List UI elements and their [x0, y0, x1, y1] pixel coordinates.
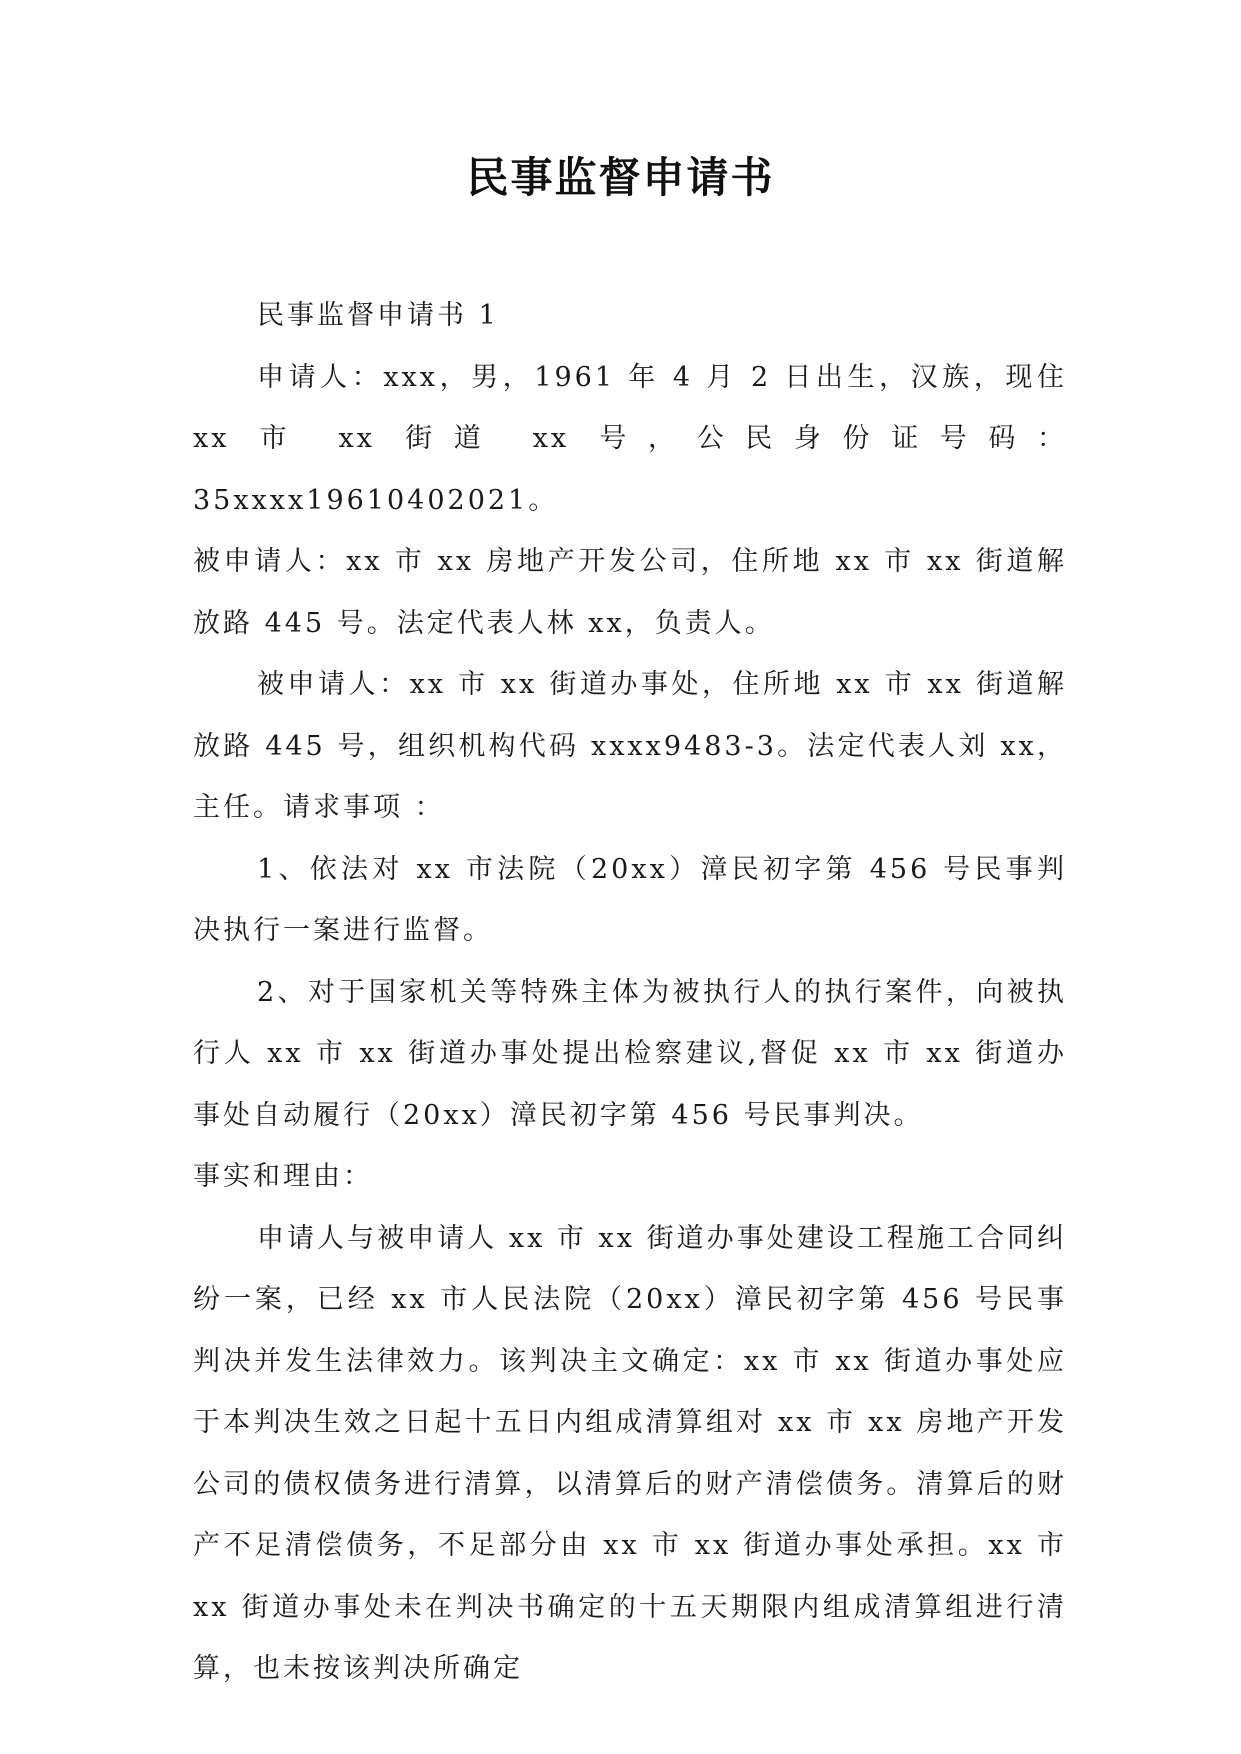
document-body	[193, 285, 1067, 1700]
paragraph-request-2: 2、对于国家机关等特殊主体为被执行人的执行案件，向被执行人 xx 市 xx 街道办事处提出检察建议,督促 xx 市 xx 街道办事处自动履行（20xx）漳民初字第 456 号民事判决。	[193, 976, 1067, 1131]
section-heading: 民事监督申请书 1	[257, 300, 499, 331]
paragraph-respondent-company: 被申请人：xx 市 xx 房地产开发公司，住所地 xx 市 xx 街道解放路 445 号。法定代表人林 xx，负责人。	[193, 546, 1067, 639]
document-title: 民事监督申请书	[466, 153, 775, 202]
paragraph-respondent-office: 被申请人：xx 市 xx 街道办事处，住所地 xx 市 xx 街道解放路 445 号，组织机构代码 xxxx9483-3。法定代表人刘 xx，主任。请求事项 ：	[193, 669, 1067, 823]
paragraph-facts-heading: 事实和理由：	[193, 1161, 373, 1192]
paragraph-request-1: 1、依法对 xx 市法院（20xx）漳民初字第 456 号民事判决执行一案进行监督。	[193, 853, 1067, 946]
paragraph-facts: 申请人与被申请人 xx 市 xx 街道办事处建设工程施工合同纠纷一案，已经 xx 市人民法院（20xx）漳民初字第 456 号民事判决并发生法律效力。该判决主文确定：xx 市 xx 街道办事处应于本判决生效之日起十五日内组成清算组对 xx 市 xx 房地产开发公司的债权债务进行清算，以清算后的财产清偿债务。清算后的财产不足清偿债务，不足部分由 xx 市 xx 街道办事处承担。xx 市 xx 街道办事处未在判决书确定的十五天期限内组成清算组进行清算，也未按该判决所确定	[193, 1222, 1067, 1684]
paragraph-applicant: 申请人：xxx，男，1961 年 4 月 2 日出生，汉族，现住 xx 市 xx 街道 xx 号，公民身份证号码：35xxxx19610402021。	[193, 361, 1067, 516]
